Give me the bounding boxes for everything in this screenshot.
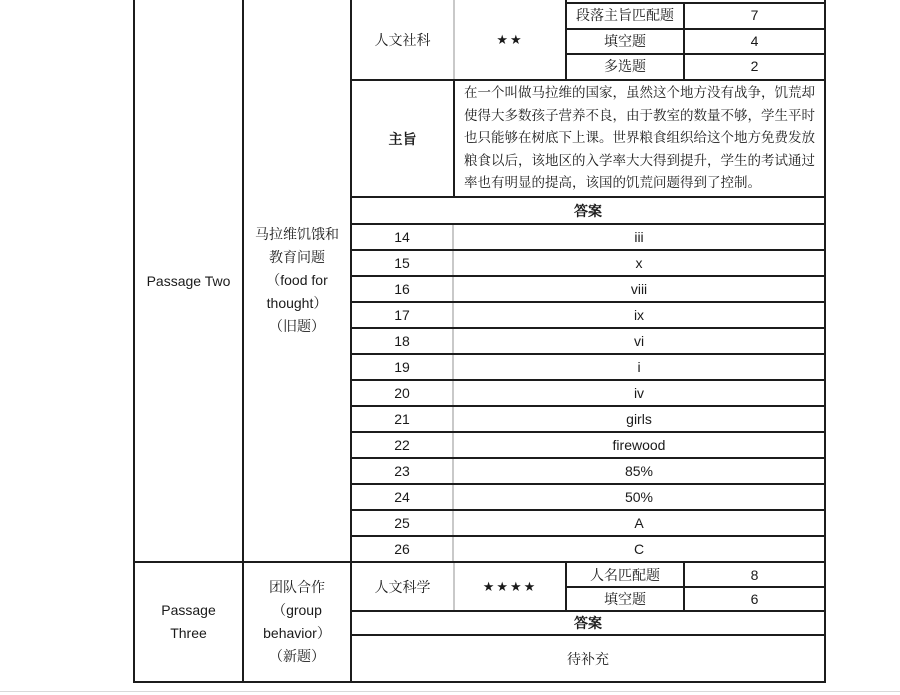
table-row	[352, 381, 824, 407]
title-line: （group	[272, 602, 322, 618]
passage-three-label-cell	[135, 563, 242, 681]
table-row	[352, 277, 824, 303]
category-cell-p2	[352, 0, 453, 79]
table-row	[352, 407, 824, 433]
question-count-cell	[685, 28, 824, 53]
answer-number: 16	[352, 277, 454, 301]
title-line: thought）	[266, 295, 328, 311]
answers-header-cell-p3	[352, 612, 824, 634]
answer-value: viii	[630, 281, 648, 297]
answers-header-cell-p2	[352, 198, 824, 223]
question-count-value: 7	[750, 7, 759, 23]
label-line: Three	[170, 625, 207, 641]
title-line: 教育问题	[269, 249, 325, 265]
gist-text-cell	[457, 81, 824, 196]
answer-number: 19	[352, 355, 454, 379]
answers-placeholder: 待补充	[567, 650, 609, 667]
question-type-label: 人名匹配题	[590, 566, 660, 583]
answer-value: 50%	[624, 489, 654, 505]
gist-text: 在一个叫做马拉维的国家，虽然这个地方没有战争，饥荒却使得大多数孩子营养不良，由于教室的数量不够，学生平时也只能够在树底下上课。世界粮食组织给这个地方免费发放粮食以后，该地区的入学率大大得到提升，学生的考试通过率也有明显的提高，该国的饥荒问题得到了控制。	[464, 85, 815, 191]
answer-number: 14	[352, 225, 454, 249]
question-type-cell	[567, 2, 683, 28]
answer-value: 85%	[624, 463, 654, 479]
question-type-label: 多选题	[604, 58, 646, 74]
table-row	[352, 355, 824, 381]
question-count-cell	[685, 53, 824, 79]
question-type-cell	[567, 28, 683, 53]
table-border-right	[824, 0, 826, 683]
answer-number: 22	[352, 433, 454, 457]
answer-value: girls	[626, 411, 652, 427]
title-line: （旧题）	[269, 318, 325, 334]
answer-value: firewood	[612, 437, 666, 453]
table-row	[352, 485, 824, 511]
answer-number: 23	[352, 459, 454, 483]
passage-two-title-cell	[244, 0, 350, 561]
answer-value: A	[634, 515, 644, 531]
question-count-cell	[685, 563, 824, 586]
gist-label-cell	[352, 81, 453, 196]
answer-value: iii	[634, 229, 644, 245]
passage-three-label	[161, 599, 215, 645]
answer-value: i	[637, 359, 641, 375]
title-line: （新题）	[268, 648, 325, 664]
category-label-p2: 人文社科	[374, 31, 431, 48]
question-type-cell	[567, 563, 683, 586]
answers-placeholder-cell	[352, 636, 824, 681]
passage-three-title-cell	[244, 563, 350, 681]
table-row	[352, 303, 824, 329]
question-count-cell	[685, 2, 824, 28]
answers-header: 答案	[574, 202, 602, 219]
answer-value: iv	[633, 385, 645, 401]
answer-number: 15	[352, 251, 454, 275]
title-line: 马拉维饥饿和	[255, 226, 339, 242]
label-line: Passage	[161, 602, 216, 618]
category-label-p3: 人文科学	[374, 578, 431, 595]
title-line: （food for	[266, 272, 328, 288]
answer-number: 24	[352, 485, 454, 509]
title-line: 团队合作	[268, 579, 325, 595]
question-type-label: 填空题	[604, 32, 646, 49]
passage-two-title	[255, 223, 339, 338]
question-type-cell	[567, 53, 683, 79]
gist-label: 主旨	[388, 130, 417, 147]
answer-number: 20	[352, 381, 454, 405]
table-row	[352, 511, 824, 537]
passage-two-label-cell	[135, 0, 242, 561]
difficulty-cell-p2	[455, 0, 565, 79]
table-row	[352, 329, 824, 355]
title-line: behavior）	[263, 625, 331, 641]
passage-two-label: Passage Two	[146, 272, 231, 289]
answer-number: 17	[352, 303, 454, 327]
passage-three-title	[263, 576, 331, 668]
question-count-value: 2	[750, 58, 759, 74]
question-count-value: 8	[750, 566, 759, 583]
answer-number: 21	[352, 407, 454, 431]
answer-value: x	[635, 255, 643, 271]
question-count-cell	[685, 588, 824, 610]
question-type-label: 填空题	[604, 591, 646, 607]
table-bottom-border	[133, 681, 824, 683]
question-count-value: 6	[750, 591, 759, 607]
answers-header: 答案	[574, 615, 602, 631]
difficulty-stars-icon: ★★★★	[482, 578, 538, 594]
answer-number: 26	[352, 537, 454, 561]
question-type-cell	[567, 588, 683, 610]
table-row	[352, 433, 824, 459]
question-type-label: 段落主旨匹配题	[576, 7, 674, 23]
answer-value: ix	[633, 307, 645, 323]
difficulty-stars-icon: ★★	[496, 31, 524, 47]
page-edge-line	[0, 691, 900, 692]
difficulty-cell-p3	[455, 563, 565, 610]
answer-value: C	[633, 541, 645, 557]
table-row	[352, 537, 824, 563]
answer-value: vi	[633, 333, 645, 349]
table-row	[352, 459, 824, 485]
answer-number: 25	[352, 511, 454, 535]
answer-number: 18	[352, 329, 454, 353]
table-row	[352, 251, 824, 277]
category-cell-p3	[352, 563, 453, 610]
divider-gist-label-text	[453, 79, 455, 198]
table-row	[352, 225, 824, 251]
question-count-value: 4	[750, 32, 759, 49]
